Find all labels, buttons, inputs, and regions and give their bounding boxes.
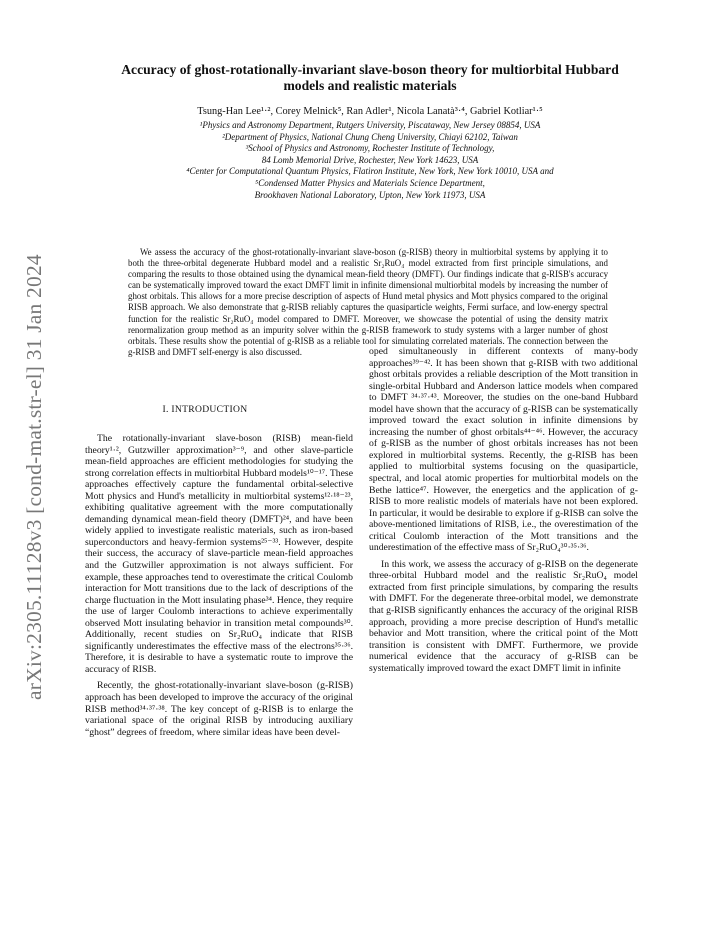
affiliation-list (60, 120, 680, 201)
paper-title-line: models and realistic materials (283, 78, 457, 93)
author-list: Tsung-Han Lee¹·², Corey Melnick⁵, Ran Adler¹, Nicola Lanatà³·⁴, Gabriel Kotliar¹·⁵ (197, 106, 543, 117)
abstract: We assess the accuracy of the ghost-rotationally-invariant slave-boson (g-RISB) theory in multiorbital systems by applying it to both the three-orbital degenerate Hubbard model and a realistic Sr₂RuO₄ model extracted from first principle simulations, and comparing the results to those obtained using the dynamical mean-field theory (DMFT). Our findings indicate that g-RISB's accuracy can be systematically improved toward the exact DMFT limit in infinite dimensional multiorbital models by increasing the number of ghost orbitals. This allows for a more precise description of aspects of Hund metal physics and Mott physics compared to the original RISB approach. We also demonstrate that g-RISB reliably captures the quasiparticle weights, Fermi surface, and low-energy spectral function for the realistic Sr₂RuO₄ model compared to DMFT. Moreover, we showcase the potential of using the density matrix renormalization group method as an impurity solver within the g-RISB framework to study systems with a larger number of ghost orbitals. These results show the potential of g-RISB as a reliable tool for simulating correlated materials. The connection between the g-RISB and DMFT self-energy is also discussed. (128, 247, 608, 357)
affiliation: ⁵Condensed Matter Physics and Materials Science Department, (255, 177, 485, 188)
paper-title (60, 62, 680, 94)
right-column (369, 346, 638, 674)
arxiv-identifier[interactable]: arXiv:2305.11128v3 [cond-mat.str-el] 31 Jan 2024 (22, 254, 46, 700)
affiliation: Brookhaven National Laboratory, Upton, New York 11973, USA (254, 189, 486, 200)
body-paragraph: Recently, the ghost-rotationally-invariant slave-boson (g-RISB) approach has been developed to improve the accuracy of the original RISB method³⁴·³⁷·³⁸. The key concept of g-RISB is to enlarge the variational space of the original RISB by introducing auxiliary “ghost” degrees of freedom, where similar ideas have been devel- (85, 680, 353, 738)
affiliation: ¹Physics and Astronomy Department, Rutgers University, Piscataway, New Jersey 08854, USA (199, 120, 541, 130)
body-paragraph: In this work, we assess the accuracy of g-RISB on the degenerate three-orbital Hubbard model and the realistic Sr₂RuO₄ model extracted from first principle simulations, by comparing the results with DMFT. For the degenerate three-orbital model, we demonstrate that g-RISB significantly enhances the accuracy of the original RISB approach, providing a more precise description of Hund's metallic behavior and Mott transition, where the critical point of the Mott transition is consistent with DMFT. Furthermore, we provide numerical evidence that the accuracy of g-RISB can be systematically improved toward the exact DMFT limit in infinite (369, 558, 638, 674)
affiliation: ³School of Physics and Astronomy, Rochester Institute of Technology, (245, 143, 495, 154)
section-heading: I. INTRODUCTION (162, 404, 248, 415)
left-column (85, 433, 353, 738)
body-paragraph: The rotationally-invariant slave-boson (RISB) mean-field theory¹·², Gutzwiller approximation³⁻⁹, and other slave-particle mean-field approaches are efficient methodologies for studying the strong correlation effects in multiorbital Hubbard models¹⁰⁻¹⁷. These approaches effectively capture the fundamental orbital-selective Mott physics and Hund's metallicity in multiorbital systems¹²·¹⁸⁻²³, exhibiting qualitative agreement with the more computationally demanding dynamical mean-field theory (DMFT)²⁴, and have been widely applied to investigate realistic materials, such as iron-based superconductors and heavy-fermion systems²⁵⁻³³. However, despite their success, the accuracy of slave-particle mean-field approaches and the Gutzwiller approximation is not always sufficient. For example, these approaches tend to overestimate the critical Coulomb interaction for Mott transitions due to the lack of descriptions of the charge fluctuation in the Mott insulating phase³⁴. Hence, they require the use of larger Coulomb interactions to achieve experimentally observed Mott insulating behavior in transition metal compounds³⁰. Additionally, recent studies on Sr₂RuO₄ indicate that RISB significantly underestimates the effective mass of the electrons³⁵·³⁶. Therefore, it is desirable to have a systematic route to improve the accuracy of RISB. (85, 433, 353, 675)
affiliation: 84 Lomb Memorial Drive, Rochester, New York 14623, USA (261, 154, 479, 165)
body-paragraph: oped simultaneously in different contexts of many-body approaches³⁹⁻⁴². It has been shown that g-RISB with two additional ghost orbitals provides a reliable description of the Mott transition in single-orbital Hubbard and Anderson lattice models when compared to DMFT ³⁴·³⁷·⁴³. Moreover, the studies on the one-band Hubbard model have shown that the accuracy of g-RISB can be systematically improved toward the exact solution in infinite dimensions by increasing the number of ghost orbitals⁴⁴⁻⁴⁶. However, the accuracy of g-RISB as the number of ghost orbitals increases has not been explored in multiorbital systems. Recently, the g-RISB has been applied to multiorbital systems focusing on the quasiparticle, spectral, and local atomic properties for multiorbital models on the Bethe lattice⁴⁷. However, the energetics and the application of g-RISB to more realistic models of materials have not been explored. In particular, it would be desirable to explore if g-RISB can solve the above-mentioned limitations of RISB, i.e., the overestimation of the critical Coulomb interaction of the Mott transitions and the underestimation of the effective mass of Sr₂RuO₄³⁰·³⁵·³⁶. (369, 346, 638, 554)
affiliation: ⁴Center for Computational Quantum Physics, Flatiron Institute, New York, New York 10010, USA and (186, 166, 554, 177)
paper-title-line: Accuracy of ghost-rotationally-invariant slave-boson theory for multiorbital Hubbard (121, 62, 619, 77)
affiliation: ²Department of Physics, National Chung Cheng University, Chiayi 62102, Taiwan (222, 131, 518, 142)
